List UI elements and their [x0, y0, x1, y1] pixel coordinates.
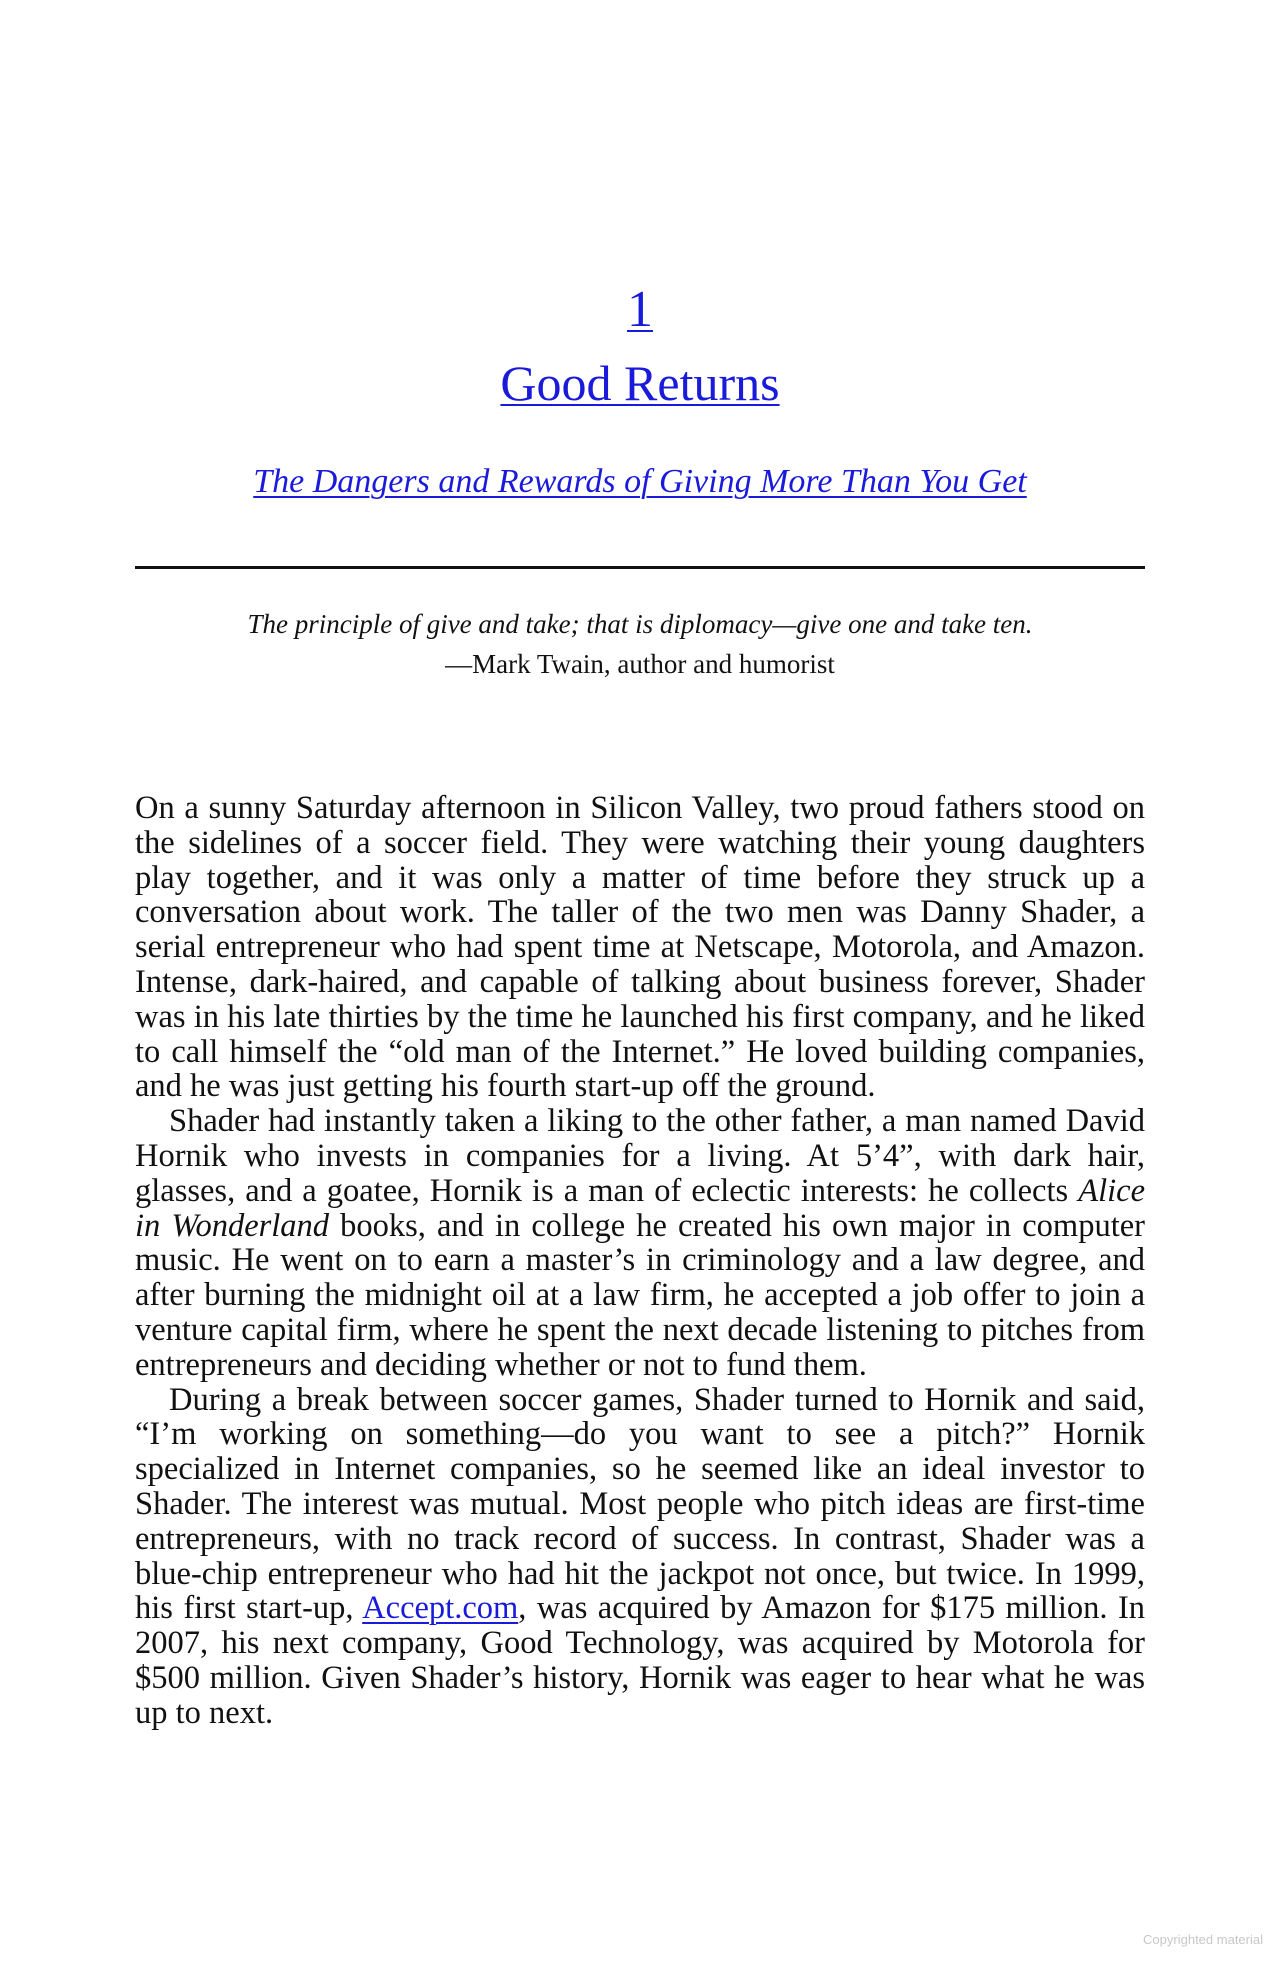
book-title-italic: Alice in Wonderland — [135, 1172, 1145, 1244]
chapter-number-link[interactable]: 1 — [627, 281, 653, 338]
chapter-body — [135, 791, 1145, 1731]
paragraph-1: On a sunny Saturday afternoon in Silicon Valley, two proud fathers stood on the sidelines of a soccer field. They were watching their young daughters play together, and it was only a matter of time before they struck up a conversation about work. The taller of the two men was Danny Shader, a serial entrepreneur who had spent time at Netscape, Motorola, and Amazon. Intense, dark-haired, and capable of talking about business forever, Shader was in his late thirties by the time he launched his first company, and he liked to call himself the “old man of the Internet.” He loved building companies, and he was just getting his fourth start-up off the ground. — [135, 790, 1145, 1105]
chapter-number — [0, 278, 1280, 342]
paragraph-2-text-end: books, and in college he created his own major in computer music. He went on to earn a master’s in criminology and a law degree, and after burning the midnight oil at a law firm, he accepted a job offer to join a venture capital firm, where he spent the next decade listening to pitches from entrepreneurs and deciding whether or not to fund them. — [135, 1207, 1145, 1383]
section-divider — [135, 566, 1145, 569]
copyright-watermark: Copyrighted material — [1143, 1932, 1263, 1947]
epigraph-attribution: —Mark Twain, author and humorist — [445, 649, 835, 679]
accept-com-link[interactable]: Accept.com — [362, 1590, 519, 1627]
epigraph-quote: The principle of give and take; that is diplomacy—give one and take ten. — [247, 609, 1033, 639]
paragraph-3-text-end: , was acquired by Amazon for $175 million. In 2007, his next company, Good Technology, was acquired by Motorola for $500 million. Given Shader’s history, Hornik was eager to hear what he was up to next. — [135, 1590, 1146, 1731]
chapter-subtitle — [0, 460, 1280, 504]
chapter-title — [0, 352, 1280, 414]
paragraph-3-text-start: During a break between soccer games, Shader turned to Hornik and said, “I’m working on something—do you want to see a pitch?” Hornik specialized in Internet companies, so he seemed like an ideal investor to Shader. The interest was mutual. Most people who pitch ideas are first-time entrepreneurs, with no track record of success. In contrast, Shader was a blue-chip entrepreneur who had hit the jackpot not once, but twice. In 1999, his first start-up, — [135, 1381, 1145, 1627]
paragraph-2-text-start: Shader had instantly taken a liking to the other father, a man named David Hornik who invests in companies for a living. At 5’4”, with dark hair, glasses, and a goatee, Hornik is a man of eclectic interests: he collects — [135, 1103, 1145, 1209]
paragraph-2 — [135, 1104, 1145, 1382]
epigraph — [0, 604, 1280, 684]
paragraph-3 — [135, 1383, 1145, 1731]
chapter-subtitle-link[interactable]: The Dangers and Rewards of Giving More Than You Get — [253, 463, 1027, 500]
chapter-title-link[interactable]: Good Returns — [500, 355, 780, 411]
